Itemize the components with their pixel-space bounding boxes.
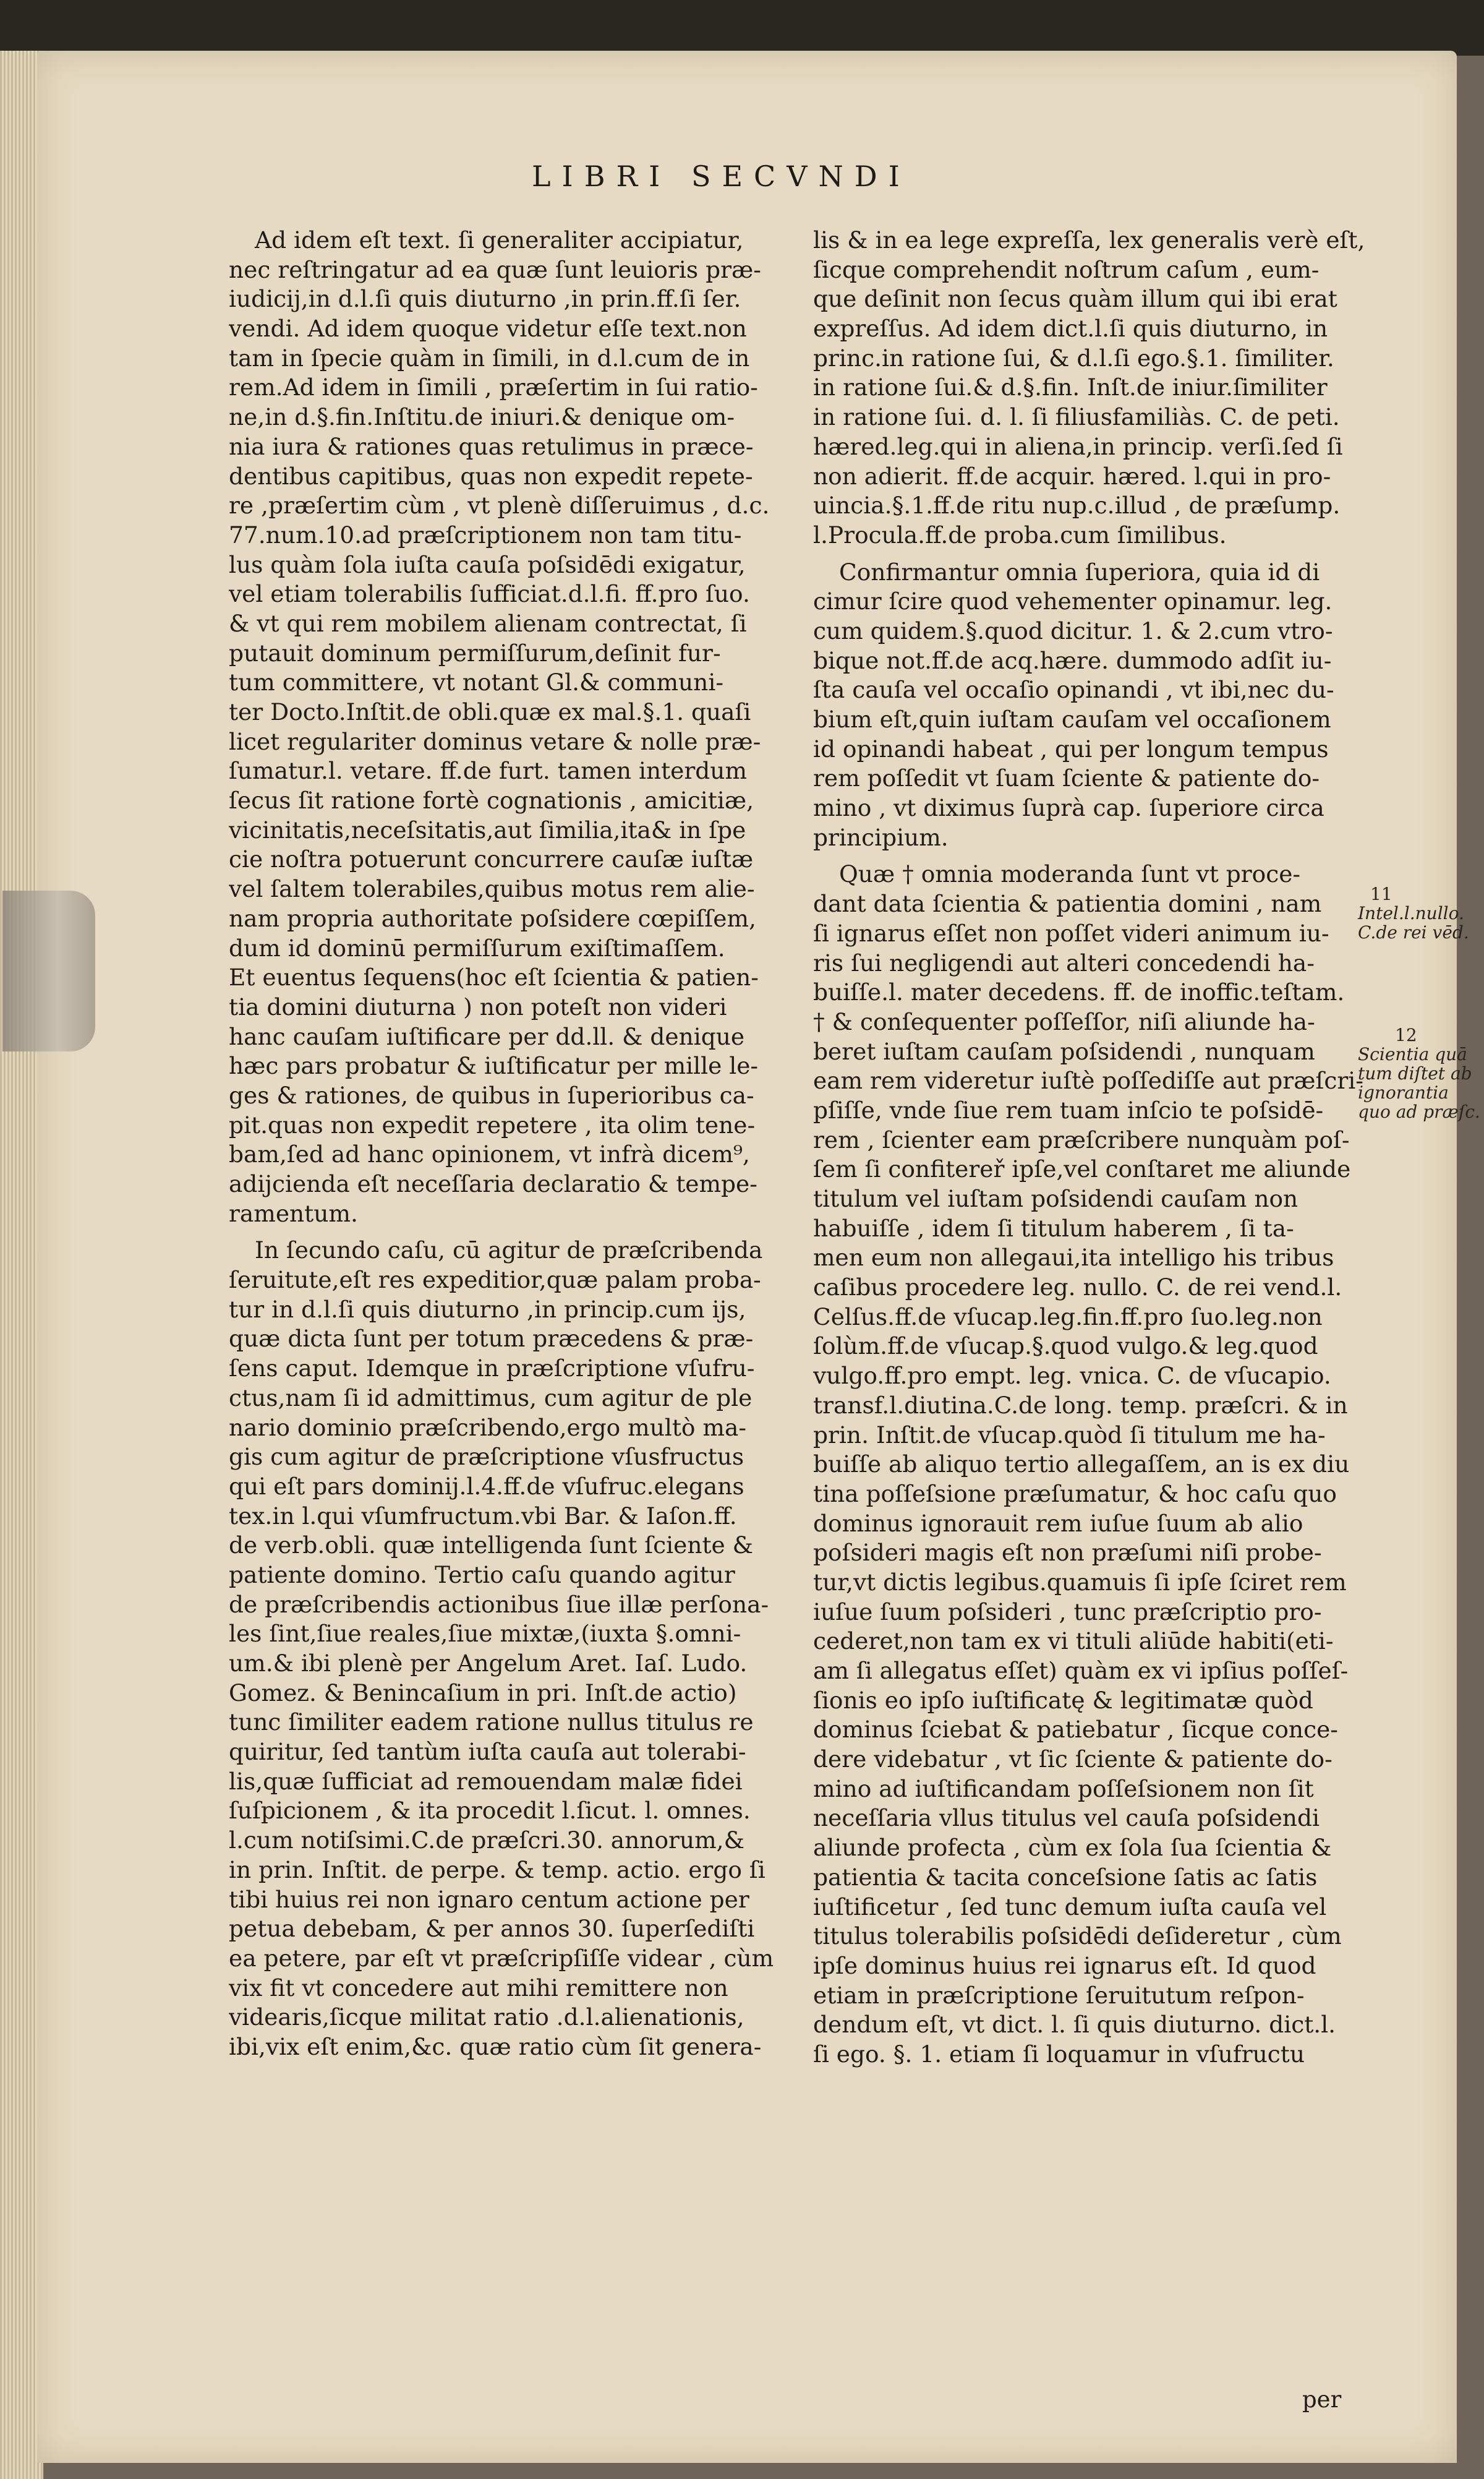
- text-line: nam propria authoritate poſsidere cœpiſſem,: [229, 904, 756, 932]
- text-line: ges & rationes, de quibus in ſuperioribus ca-: [229, 1081, 754, 1109]
- text-line: patientia & tacita conceſsione ſatis ac ſatis: [813, 1863, 1318, 1891]
- text-line: titulum vel iuſtam poſsidendi cauſam non: [813, 1185, 1298, 1212]
- text-line: lis & in ea lege expreſſa, lex generalis verè eſt,: [813, 226, 1365, 254]
- text-line: ſuſpicionem , & ita procedit l.ſicut. l. omnes.: [229, 1797, 751, 1825]
- page-clip: [2, 891, 95, 1051]
- text-line: rem.Ad idem in ſimili , præſertim in ſui ratio-: [229, 374, 758, 401]
- text-line: & vt qui rem mobilem alienam contrectat, ſi: [229, 609, 747, 637]
- text-line: adijcienda eſt neceſſaria declaratio & tempe-: [229, 1170, 757, 1197]
- text-line: uincia.§.1.ff.de ritu nup.c.illud , de præſump.: [813, 492, 1341, 520]
- margin-note-line: ignorantia: [1358, 1082, 1449, 1103]
- text-line: buiſſe ab aliquo tertio allegaſſem, an is ex diu: [813, 1450, 1350, 1478]
- text-line: de præſcribendis actionibus ſiue illæ perſona-: [229, 1590, 769, 1618]
- text-line: bique not.ff.de acq.hære. dummodo adſit iu-: [813, 646, 1332, 674]
- text-line: mino , vt diximus ſuprà cap. ſuperiore circa: [813, 794, 1324, 822]
- text-line: titulus tolerabilis poſsidēdi deſideretur , cùm: [813, 1922, 1342, 1950]
- text-line: eam rem videretur iuſtè poſſediſſe aut præſcri-: [813, 1067, 1363, 1095]
- text-line: tia domini diuturna ) non poteſt non videri: [229, 993, 727, 1021]
- text-line: ris ſui negligendi aut alteri concedendi ha-: [813, 949, 1315, 977]
- text-line: prin. Inſtit.de vſucap.quòd ſi titulum me ha-: [813, 1421, 1326, 1449]
- text-line: hæred.leg.qui in aliena,in princip. verſi.ſed ſi: [813, 432, 1343, 460]
- text-line: tina poſſeſsione præſumatur, & hoc caſu quo: [813, 1479, 1337, 1507]
- text-line: in ratione ſui. d. l. ſi filiusfamiliàs. C. de peti.: [813, 403, 1340, 431]
- text-line: princ.in ratione ſui, & d.l.ſi ego.§.1. ſimiliter.: [813, 344, 1334, 372]
- margin-note-number: 12: [1395, 1025, 1417, 1045]
- text-line: pit.quas non expedit repetere , ita olim tene-: [229, 1111, 756, 1139]
- text-line: les ſint,ſiue reales,ſiue mixtæ,(iuxta §.omni-: [229, 1620, 741, 1648]
- text-line: ſolùm.ff.de vſucap.§.quod vulgo.& leg.quod: [813, 1332, 1318, 1360]
- text-line: ctus,nam ſi id admittimus, cum agitur de ple: [229, 1384, 753, 1411]
- text-line: de verb.obli. quæ intelligenda ſunt ſciente &: [229, 1531, 754, 1559]
- text-line: habuiſſe , idem ſi titulum haberem , ſi ta-: [813, 1214, 1294, 1242]
- text-line: Celſus.ff.de vſucap.leg.fin.ff.pro ſuo.leg.non: [813, 1303, 1323, 1330]
- text-line: ter Docto.Inſtit.de obli.quæ ex mal.§.1. quaſi: [229, 698, 751, 726]
- text-line: l.cum notiſsimi.C.de præſcri.30. annorum,&: [229, 1826, 744, 1854]
- text-line: dominus ſciebat & patiebatur , ſicque conce-: [813, 1716, 1338, 1744]
- left-column: [229, 226, 798, 2062]
- text-line: mino ad iuſtificandam poſſeſsionem non ſit: [813, 1775, 1314, 1802]
- text-line: buiſſe.l. mater decedens. ff. de inoffic.teſtam.: [813, 978, 1345, 1006]
- text-line: petua debebam, & per annos 30. ſuperſediſti: [229, 1915, 755, 1943]
- margin-note-line: tum diſtet ab: [1358, 1063, 1472, 1084]
- margin-note-number: 11: [1370, 884, 1392, 904]
- text-line: ipſe dominus huius rei ignarus eſt. Id quod: [813, 1951, 1316, 1979]
- text-line: Quæ † omnia moderanda ſunt vt proce-: [839, 860, 1301, 888]
- text-line: non adierit. ff.de acquir. hæred. l.qui in pro-: [813, 462, 1331, 490]
- text-line: beret iuſtam cauſam poſsidendi , nunquam: [813, 1037, 1315, 1065]
- text-line: poſsideri magis eſt non præſumi niſi probe-: [813, 1539, 1322, 1567]
- margin-note-line: quo ad præſc.: [1358, 1102, 1480, 1122]
- text-line: men eum non allegaui,ita intelligo his tribus: [813, 1244, 1334, 1272]
- text-line: principium.: [813, 823, 949, 851]
- text-line: neceſſaria vllus titulus vel cauſa poſsidendi: [813, 1804, 1320, 1832]
- text-line: l.Procula.ff.de proba.cum ſimilibus.: [813, 521, 1227, 549]
- text-line: In ſecundo caſu, cū agitur de præſcribenda: [255, 1236, 763, 1264]
- text-line: nec reſtringatur ad ea quæ ſunt leuioris præ-: [229, 255, 761, 283]
- text-line: tunc ſimiliter eadem ratione nullus titulus re: [229, 1708, 754, 1736]
- text-line: dentibus capitibus, quas non expedit repete-: [229, 462, 753, 490]
- text-line: que deſinit non ſecus quàm illum qui ibi erat: [813, 285, 1337, 313]
- text-line: vix fit vt concedere aut mihi remittere non: [229, 1974, 728, 2002]
- margin-note-11: [1358, 884, 1469, 942]
- text-line: tam in ſpecie quàm in ſimili, in d.l.cum de in: [229, 344, 750, 372]
- text-line: licet regulariter dominus vetare & nolle præ-: [229, 727, 761, 755]
- text-line: vendi. Ad idem quoque videtur eſſe text.non: [229, 315, 747, 343]
- text-line: hanc cauſam iuſtificare per dd.ll. & denique: [229, 1022, 745, 1050]
- text-line: expreſſus. Ad idem dict.l.ſi quis diuturno, in: [813, 315, 1328, 343]
- text-line: transf.l.diutina.C.de long. temp. præſcri. & in: [813, 1391, 1348, 1419]
- text-line: hæc pars probatur & iuſtificatur per mille le-: [229, 1052, 759, 1080]
- text-line: cimur ſcire quod vehementer opinamur. leg.: [813, 588, 1333, 615]
- text-line: Et euentus ſequens(hoc eſt ſcientia & patien-: [229, 964, 759, 991]
- text-line: † & conſequenter poſſeſſor, niſi aliunde ha-: [813, 1008, 1315, 1035]
- text-line: lis,quæ ſufficiat ad remouendam malæ fidei: [229, 1767, 743, 1795]
- margin-note-line: Scientia quā: [1358, 1044, 1467, 1064]
- text-line: nia iura & rationes quas retulimus in præce-: [229, 432, 754, 460]
- text-line: in ratione ſui.& d.§.fin. Inſt.de iniur.ſimiliter: [813, 374, 1328, 401]
- text-line: dere videbatur , vt ſic ſciente & patiente do-: [813, 1745, 1333, 1773]
- margin-note-12: [1358, 1025, 1480, 1121]
- margin-note-line: C.de rei vēd.: [1358, 922, 1469, 943]
- text-line: ſicque comprehendit noſtrum caſum , eum-: [813, 255, 1320, 283]
- text-line: rem , ſcienter eam præſcribere nunquàm poſ-: [813, 1126, 1350, 1154]
- text-line: videaris,ſicque militat ratio .d.l.alienationis,: [229, 2003, 744, 2031]
- running-head: LIBRI SECVNDI: [532, 160, 911, 193]
- text-line: pſiſſe, vnde ſiue rem tuam inſcio te poſsidē-: [813, 1096, 1324, 1124]
- text-line: ſi ignarus eſſet non poſſet videri animum iu-: [813, 919, 1329, 947]
- text-line: tex.in l.qui vſumfructum.vbi Bar. & Iaſon.ff.: [229, 1502, 737, 1530]
- text-line: ſecus ſit ratione fortè cognationis , amicitiæ,: [229, 787, 754, 815]
- text-line: dendum eſt, vt dict. l. ſi quis diuturno. dict.l.: [813, 2011, 1336, 2039]
- text-line: tum committere, vt notant Gl.& communi-: [229, 669, 723, 696]
- text-line: caſibus procedere leg. nullo. C. de rei vend.l.: [813, 1274, 1342, 1301]
- right-column: [813, 226, 1367, 2070]
- text-line: etiam in præſcriptione ſeruitutum reſpon-: [813, 1981, 1305, 2009]
- book-top-shadow: [0, 0, 1484, 56]
- text-line: nario dominio præſcribendo,ergo multò ma-: [229, 1413, 747, 1441]
- text-line: ea petere, par eſt vt præſcripſiſſe videar , cùm: [229, 1944, 774, 1972]
- text-line: quæ dicta ſunt per totum præcedens & præ-: [229, 1325, 754, 1353]
- text-line: vel ſaltem tolerabiles,quibus motus rem alie-: [229, 875, 755, 903]
- text-line: Ad idem eſt text. ſi generaliter accipiatur,: [255, 226, 744, 254]
- text-line: patiente domino. Tertio caſu quando agitur: [229, 1561, 735, 1588]
- text-line: dant data ſcientia & patientia domini , nam: [813, 890, 1322, 918]
- text-line: id opinandi habeat , qui per longum tempus: [813, 735, 1329, 763]
- text-line: putauit dominum permiſſurum,deſinit fur-: [229, 639, 721, 667]
- text-line: in prin. Inſtit. de perpe. & temp. actio. ergo ſi: [229, 1856, 765, 1883]
- text-line: ſumatur.l. vetare. ff.de furt. tamen interdum: [229, 757, 748, 785]
- text-line: tibi huius rei non ignaro centum actione per: [229, 1885, 749, 1913]
- text-line: ſem ſi confitereř ipſe,vel conſtaret me aliunde: [813, 1155, 1351, 1183]
- text-line: tur in d.l.ſi quis diuturno ,in princip.cum ijs,: [229, 1295, 746, 1323]
- text-line: vel etiam tolerabilis ſufficiat.d.l.fi. ff.pro ſuo.: [229, 580, 750, 608]
- text-line: Confirmantur omnia ſuperiora, quia id di: [839, 558, 1320, 586]
- text-line: bium eſt,quin iuſtam cauſam vel occaſionem: [813, 706, 1331, 733]
- text-line: quiritur, ſed tantùm iuſta cauſa aut tolerabi-: [229, 1738, 746, 1766]
- text-line: tur,vt dictis legibus.quamuis ſi ipſe ſciret rem: [813, 1568, 1347, 1596]
- text-line: ſens caput. Idemque in præſcriptione vſufru-: [229, 1355, 755, 1382]
- text-line: aliunde profecta , cùm ex ſola ſua ſcientia &: [813, 1834, 1332, 1862]
- text-line: vicinitatis,neceſsitatis,aut ſimilia,ita& in ſpe: [229, 816, 746, 844]
- text-line: iuſue ſuum poſsideri , tunc præſcriptio pro-: [813, 1598, 1322, 1625]
- text-line: ibi,vix eſt enim,&c. quæ ratio cùm ſit genera-: [229, 2032, 762, 2060]
- text-line: iudicij,in d.l.ſi quis diuturno ,in prin.ff.ſi ſer.: [229, 285, 741, 313]
- text-line: qui eſt pars dominij.l.4.ff.de vſufruc.elegans: [229, 1472, 744, 1500]
- text-line: dominus ignorauit rem iuſue ſuum ab alio: [813, 1509, 1303, 1537]
- text-line: cie noſtra potuerunt concurrere cauſæ iuſtæ: [229, 846, 754, 873]
- text-line: dum id dominū permiſſurum exiſtimaſſem.: [229, 934, 725, 962]
- text-line: re ,præſertim cùm , vt plenè diſſeruimus , d.c.: [229, 492, 770, 520]
- text-line: ſi ego. §. 1. etiam ſi loquamur in vſufructu: [813, 2040, 1305, 2068]
- text-line: iuſtificetur , ſed tunc demum iuſta cauſa vel: [813, 1893, 1327, 1920]
- text-line: 77.num.10.ad præſcriptionem non tam titu-: [229, 521, 742, 549]
- text-line: ramentum.: [229, 1199, 358, 1227]
- text-line: lus quàm ſola iuſta cauſa poſsidēdi exigatur,: [229, 550, 746, 578]
- text-line: gis cum agitur de præſcriptione vſusfructus: [229, 1443, 744, 1471]
- text-line: ſeruitute,eſt res expeditior,quæ palam proba-: [229, 1266, 761, 1294]
- text-line: ſta cauſa vel occaſio opinandi , vt ibi,nec du-: [813, 676, 1334, 704]
- text-line: bam,ſed ad hanc opinionem, vt infrà dicem⁹,: [229, 1141, 750, 1168]
- text-line: Gomez. & Benincaſium in pri. Inſt.de actio): [229, 1679, 737, 1706]
- text-line: vulgo.ff.pro empt. leg. vnica. C. de vſucapio.: [813, 1362, 1331, 1390]
- text-line: cum quidem.§.quod dicitur. 1. & 2.cum vtro-: [813, 617, 1333, 644]
- text-line: rem poſſedit vt ſuam ſciente & patiente do-: [813, 764, 1320, 792]
- text-line: cederet,non tam ex vi tituli aliūde habiti(eti-: [813, 1627, 1334, 1655]
- text-line: um.& ibi plenè per Angelum Aret. Iaſ. Ludo.: [229, 1650, 748, 1677]
- text-line: ſionis eo ipſo iuſtificatę & legitimatæ quòd: [813, 1686, 1313, 1714]
- text-line: ne,in d.§.fin.Inſtitu.de iniuri.& denique om-: [229, 403, 735, 431]
- text-line: am ſi allegatus eſſet) quàm ex vi ipſius poſſeſ-: [813, 1657, 1349, 1684]
- margin-note-line: Intel.l.nullo.: [1358, 903, 1464, 923]
- catchword: per: [1302, 2386, 1342, 2413]
